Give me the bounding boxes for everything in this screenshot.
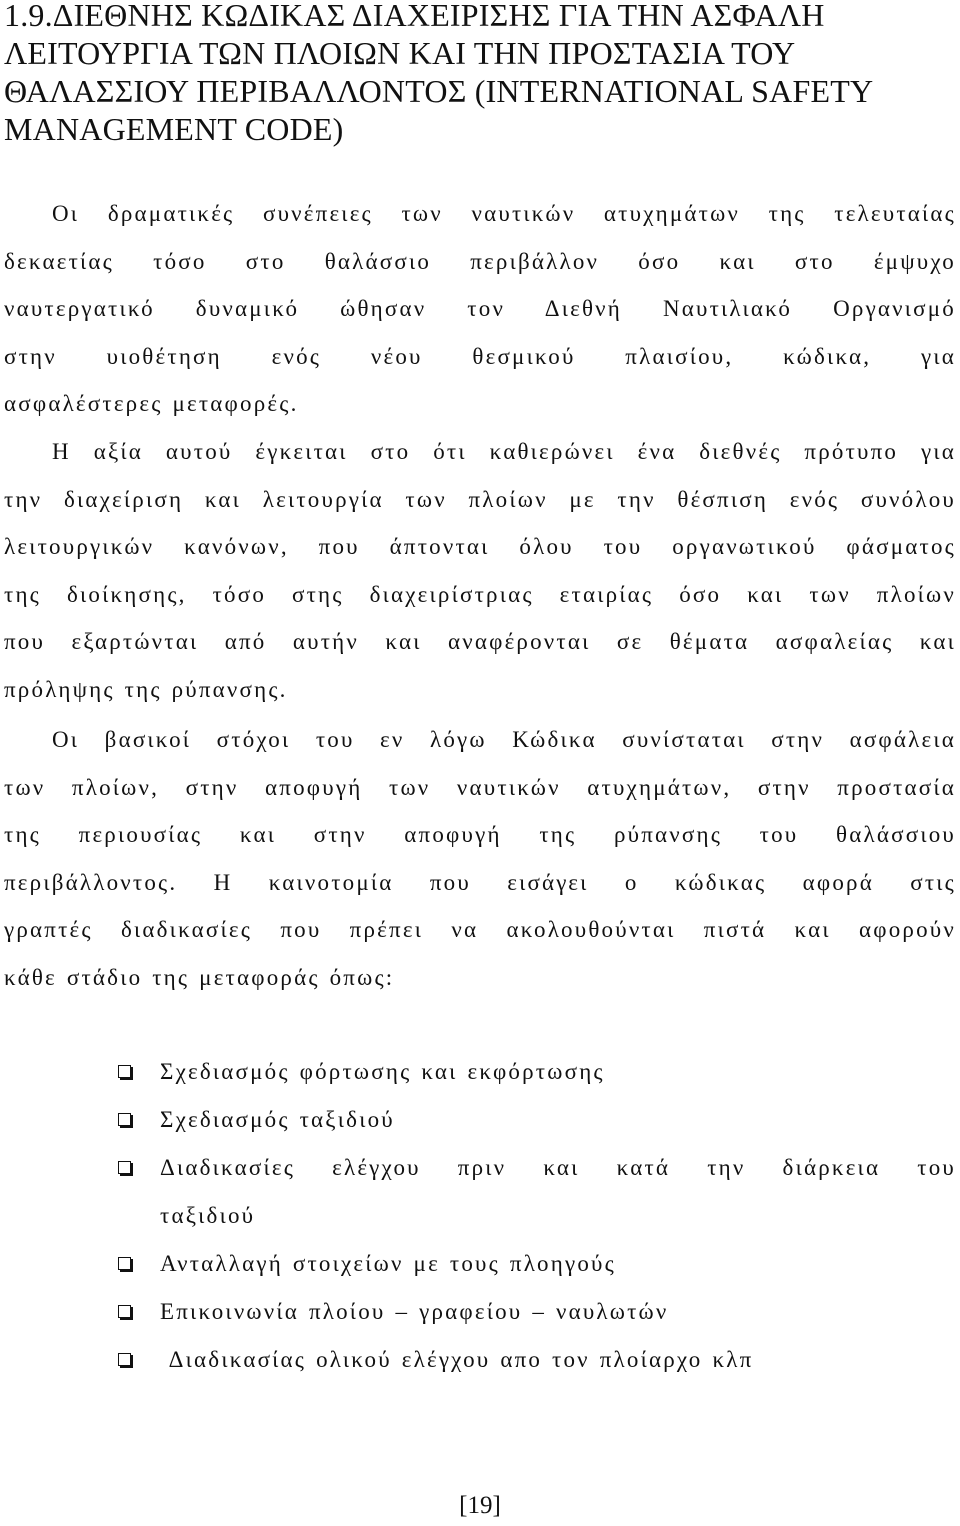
heading-line: 1.9.ΔΙΕΘΝΗΣ ΚΩΔΙΚΑΣ ΔΙΑΧΕΙΡΙΣΗΣ ΓΙΑ ΤΗΝ ΑΣΦΑΛΗ (4, 0, 825, 33)
section-heading (4, 0, 956, 148)
paragraph-line: την διαχείριση και λειτουργία των πλοίων με την θέσπιση ενός συνόλου (4, 486, 956, 512)
list-item-text: Σχεδιασμός φόρτωσης και εκφόρτωσης (160, 1059, 605, 1084)
list-item (0, 1048, 960, 1096)
paragraph-value (4, 428, 956, 713)
paragraph-line: της διοίκησης, τόσο στης διαχειρίστριας εταιρίας όσο και των πλοίων (4, 581, 956, 607)
list-item-text: Σχεδιασμός ταξιδιού (160, 1107, 395, 1132)
list-item-text: Ανταλλαγή στοιχείων με τους πλοηγούς (160, 1251, 616, 1276)
paragraph-line: των πλοίων, στην αποφυγή των ναυτικών ατυχημάτων, στην προστασία (4, 774, 956, 800)
paragraph-intro (4, 190, 956, 428)
list-item (0, 1144, 960, 1240)
paragraph-objectives (4, 716, 956, 1001)
paragraph-line: Οι βασικοί στόχοι του εν λόγω Κώδικα συνίσταται στην ασφάλεια (52, 727, 956, 752)
list-item (0, 1096, 960, 1144)
page-number: [19] (459, 1492, 501, 1519)
heading-line: ΛΕΙΤΟΥΡΓΙΑ ΤΩΝ ΠΛΟΙΩΝ ΚΑΙ ΤΗΝ ΠΡΟΣΤΑΣΙΑ ΤΟΥ (4, 35, 796, 71)
checkbox-bullet-icon (118, 1113, 131, 1126)
paragraph-line: ασφαλέστερες μεταφορές. (4, 391, 299, 416)
paragraph-line: ναυτεργατικό δυναμικό ώθησαν τον Διεθνή Ναυτιλιακό Οργανισμό (4, 296, 956, 321)
checkbox-bullet-icon (118, 1305, 131, 1318)
paragraph-line: γραπτές διαδικασίες που πρέπει να ακολουθούνται πιστά και αφορούν (4, 917, 956, 942)
procedures-list (0, 1048, 960, 1384)
paragraph-line: λειτουργικών κανόνων, που άπτονται όλου του οργανωτικού φάσματος (4, 534, 956, 559)
checkbox-bullet-icon (118, 1257, 131, 1270)
checkbox-bullet-icon (118, 1065, 131, 1078)
list-item-text: Διαδικασίας ολικού ελέγχου απο τον πλοίαρχο κλπ (160, 1347, 754, 1372)
checkbox-bullet-icon (118, 1161, 131, 1174)
paragraph-line: που εξαρτώνται από αυτήν και αναφέρονται σε θέματα ασφαλείας και (4, 629, 956, 654)
list-item-text: Επικοινωνία πλοίου – γραφείου – ναυλωτών (160, 1299, 669, 1324)
paragraph-line: Η αξία αυτού έγκειται στο ότι καθιερώνει ένα διεθνές πρότυπο για (52, 439, 956, 464)
list-item-text: ταξιδιού (160, 1203, 256, 1228)
list-item (0, 1288, 960, 1336)
paragraph-line: Οι δραματικές συνέπειες των ναυτικών ατυχημάτων της τελευταίας (52, 201, 956, 226)
heading-line: MANAGEMENT CODE) (4, 111, 344, 147)
paragraph-line: πρόληψης της ρύπανσης. (4, 676, 288, 702)
list-item-text: Διαδικασίες ελέγχου πριν και κατά την διάρκεια του (160, 1155, 956, 1180)
paragraph-line: κάθε στάδιο της μεταφοράς όπως: (4, 964, 395, 990)
list-item (0, 1240, 960, 1288)
checkbox-bullet-icon (118, 1353, 131, 1366)
paragraph-line: στην υιοθέτηση ενός νέου θεσμικού πλαισίου, κώδικα, για (4, 343, 956, 369)
paragraph-line: της περιουσίας και στην αποφυγή της ρύπανσης του θαλάσσιου (4, 822, 956, 847)
list-item (0, 1336, 960, 1384)
heading-line: ΘΑΛΑΣΣΙΟΥ ΠΕΡΙΒΑΛΛΟΝΤΟΣ (INTERNATIONAL SAFETY (4, 73, 874, 109)
paragraph-line: δεκαετίας τόσο στο θαλάσσιο περιβάλλον όσο και στο έμψυχο (4, 248, 956, 274)
paragraph-line: περιβάλλοντος. Η καινοτομία που εισάγει ο κώδικας αφορά στις (4, 869, 956, 895)
